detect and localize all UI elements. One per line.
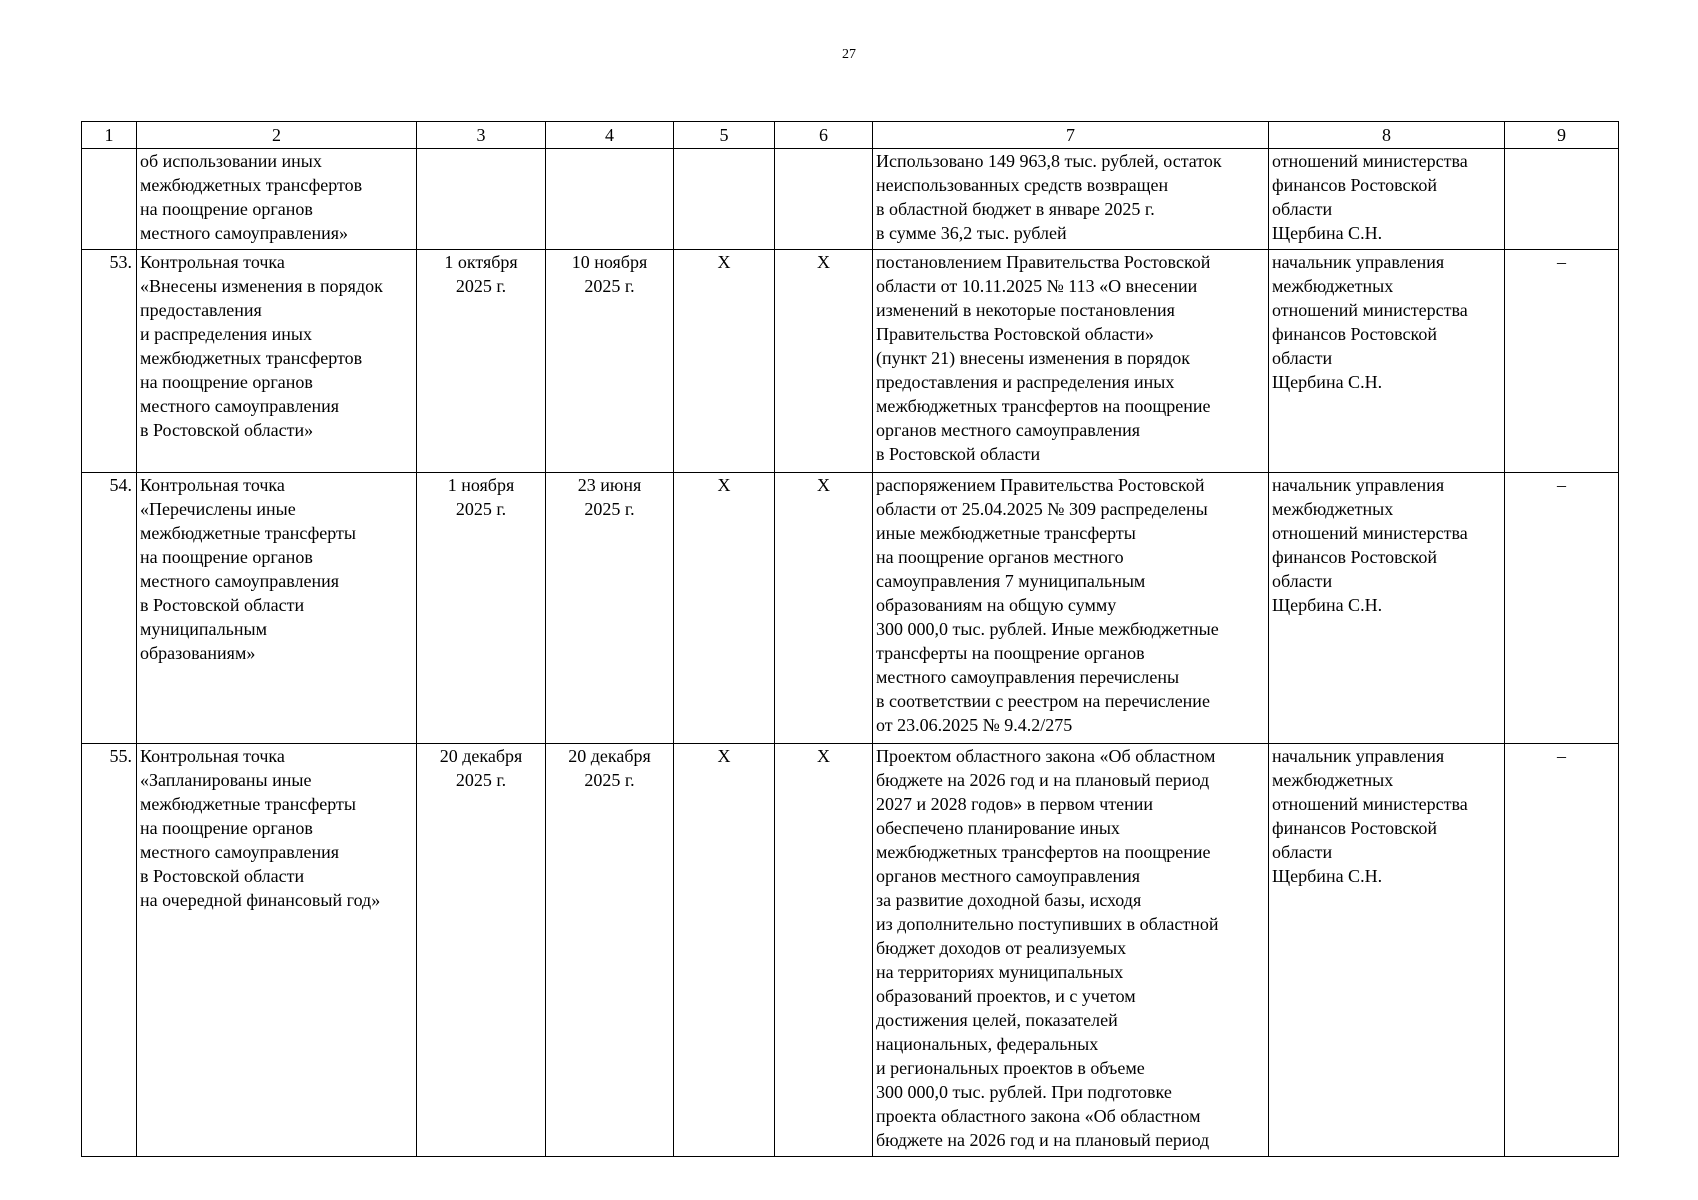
col6-cell: [775, 149, 873, 250]
text-line: «Внесены изменения в порядок: [140, 276, 383, 296]
responsible-cell: [1269, 250, 1505, 473]
text-line: 20 декабря: [439, 746, 523, 766]
text-line: межбюджетных трансфертов: [140, 175, 363, 195]
plan-date-cell: [417, 744, 546, 1157]
text-line: 1 ноября: [447, 475, 515, 495]
text-line: Правительства Ростовской области»: [876, 324, 1154, 344]
text-line: достижения целей, показателей: [876, 1010, 1118, 1030]
row-number-cell: 53.: [82, 250, 137, 473]
table-row: [82, 473, 1619, 744]
fact-date-cell: [546, 473, 674, 744]
text-line: национальных, федеральных: [876, 1034, 1099, 1054]
text-line: Щербина С.Н.: [1272, 372, 1383, 392]
text-line: в областной бюджет в январе 2025 г.: [876, 199, 1155, 219]
text-line: области: [1272, 199, 1333, 219]
text-line: в сумме 36,2 тыс. рублей: [876, 223, 1067, 243]
text-line: на территориях муниципальных: [876, 962, 1124, 982]
text-line: местного самоуправления перечислены: [876, 667, 1180, 687]
text-line: межбюджетные трансферты: [140, 523, 356, 543]
col6-cell: Х: [775, 473, 873, 744]
text-line: на очередной финансовый год»: [140, 890, 381, 910]
text-line: 1 октября: [444, 252, 518, 272]
text-line: изменений в некоторые постановления: [876, 300, 1175, 320]
text-line: межбюджетных: [1272, 276, 1394, 296]
text-line: межбюджетных трансфертов на поощрение: [876, 396, 1211, 416]
text-line: финансов Ростовской: [1272, 175, 1438, 195]
text-line: в Ростовской области: [140, 866, 305, 886]
note-cell: –: [1505, 473, 1619, 744]
text-line: области: [1272, 842, 1333, 862]
text-line: Щербина С.Н.: [1272, 595, 1383, 615]
text-line: межбюджетных трансфертов на поощрение: [876, 842, 1211, 862]
text-line: 2025 г.: [455, 276, 507, 296]
table-row: [82, 250, 1619, 473]
note-cell: –: [1505, 250, 1619, 473]
text-line: местного самоуправления: [140, 396, 340, 416]
col5-cell: [674, 149, 775, 250]
text-line: Щербина С.Н.: [1272, 223, 1383, 243]
text-line: из дополнительно поступивших в областной: [876, 914, 1219, 934]
text-line: бюджет доходов от реализуемых: [876, 938, 1127, 958]
text-line: распоряжением Правительства Ростовской: [876, 475, 1205, 495]
text-line: и региональных проектов в объеме: [876, 1058, 1145, 1078]
event-cell: [137, 744, 417, 1157]
col5-cell: Х: [674, 250, 775, 473]
table-row-continuation: [82, 149, 1619, 250]
fact-date-cell: [546, 250, 674, 473]
text-line: Щербина С.Н.: [1272, 866, 1383, 886]
text-line: на поощрение органов: [140, 199, 313, 219]
text-line: в Ростовской области: [876, 444, 1041, 464]
text-line: области от 10.11.2025 № 113 «О внесении: [876, 276, 1198, 296]
text-line: «Перечислены иные: [140, 499, 296, 519]
text-line: на поощрение органов: [140, 818, 313, 838]
text-line: и распределения иных: [140, 324, 313, 344]
text-line: органов местного самоуправления: [876, 866, 1141, 886]
text-line: (пункт 21) внесены изменения в порядок: [876, 348, 1190, 368]
text-line: межбюджетных: [1272, 770, 1394, 790]
text-line: неиспользованных средств возвращен: [876, 175, 1169, 195]
text-line: 20 декабря: [568, 746, 651, 766]
col6-cell: Х: [775, 744, 873, 1157]
plan-date-cell: [417, 473, 546, 744]
column-header: 7: [873, 122, 1269, 149]
event-cell: [137, 473, 417, 744]
responsible-cell: [1269, 473, 1505, 744]
text-line: бюджете на 2026 год и на плановый период: [876, 770, 1210, 790]
text-line: образований проектов, и с учетом: [876, 986, 1136, 1006]
text-line: области: [1272, 571, 1333, 591]
text-line: в соответствии с реестром на перечисление: [876, 691, 1210, 711]
text-line: местного самоуправления: [140, 842, 340, 862]
page-number: 27: [842, 47, 856, 62]
text-line: межбюджетных трансфертов: [140, 348, 363, 368]
text-line: 300 000,0 тыс. рублей. Иные межбюджетные: [876, 619, 1219, 639]
text-line: начальник управления: [1272, 475, 1445, 495]
text-line: начальник управления: [1272, 252, 1445, 272]
text-line: «Запланированы иные: [140, 770, 312, 790]
text-line: 23 июня: [577, 475, 642, 495]
column-header: 9: [1505, 122, 1619, 149]
column-header: 1: [82, 122, 137, 149]
column-header: 2: [137, 122, 417, 149]
text-line: Контрольная точка: [140, 746, 285, 766]
note-cell: –: [1505, 744, 1619, 1157]
event-cell: [137, 149, 417, 250]
text-line: в Ростовской области»: [140, 420, 314, 440]
col5-cell: Х: [674, 473, 775, 744]
plan-date-cell: [417, 250, 546, 473]
text-line: Контрольная точка: [140, 252, 285, 272]
text-line: за развитие доходной базы, исходя: [876, 890, 1142, 910]
text-line: на поощрение органов: [140, 547, 313, 567]
text-line: 2025 г.: [584, 770, 635, 790]
text-line: отношений министерства: [1272, 151, 1468, 171]
text-line: Проектом областного закона «Об областном: [876, 746, 1216, 766]
result-cell: [873, 744, 1269, 1157]
text-line: 300 000,0 тыс. рублей. При подготовке: [876, 1082, 1172, 1102]
text-line: области от 25.04.2025 № 309 распределены: [876, 499, 1208, 519]
text-line: в Ростовской области: [140, 595, 305, 615]
text-line: от 23.06.2025 № 9.4.2/275: [876, 715, 1073, 735]
text-line: муниципальным: [140, 619, 268, 639]
text-line: 2025 г.: [584, 499, 635, 519]
text-line: 2025 г.: [455, 770, 507, 790]
text-line: финансов Ростовской: [1272, 818, 1438, 838]
plan-date-cell: [417, 149, 546, 250]
column-header: 5: [674, 122, 775, 149]
table-row: [82, 744, 1619, 1157]
text-line: предоставления: [140, 300, 262, 320]
result-cell: [873, 149, 1269, 250]
text-line: постановлением Правительства Ростовской: [876, 252, 1211, 272]
fact-date-cell: [546, 744, 674, 1157]
text-line: проекта областного закона «Об областном: [876, 1106, 1201, 1126]
responsible-cell: [1269, 149, 1505, 250]
text-line: на поощрение органов местного: [876, 547, 1124, 567]
column-number-row: [82, 122, 1619, 149]
result-cell: [873, 250, 1269, 473]
text-line: области: [1272, 348, 1333, 368]
text-line: 2025 г.: [455, 499, 507, 519]
event-cell: [137, 250, 417, 473]
fact-date-cell: [546, 149, 674, 250]
text-line: финансов Ростовской: [1272, 547, 1438, 567]
text-line: 2027 и 2028 годов» в первом чтении: [876, 794, 1154, 814]
result-cell: [873, 473, 1269, 744]
control-points-table: [81, 121, 1619, 1157]
row-number-cell: 54.: [82, 473, 137, 744]
text-line: бюджете на 2026 год и на плановый период: [876, 1130, 1210, 1150]
column-header: 6: [775, 122, 873, 149]
text-line: отношений министерства: [1272, 300, 1468, 320]
text-line: предоставления и распределения иных: [876, 372, 1175, 392]
text-line: начальник управления: [1272, 746, 1445, 766]
col5-cell: Х: [674, 744, 775, 1157]
text-line: обеспечено планирование иных: [876, 818, 1120, 838]
text-line: 10 ноября: [571, 252, 648, 272]
note-cell: [1505, 149, 1619, 250]
text-line: образованиям»: [140, 643, 256, 663]
text-line: местного самоуправления: [140, 571, 340, 591]
text-line: Использовано 149 963,8 тыс. рублей, остаток: [876, 151, 1222, 171]
text-line: межбюджетных: [1272, 499, 1394, 519]
text-line: органов местного самоуправления: [876, 420, 1141, 440]
text-line: 2025 г.: [584, 276, 635, 296]
text-line: местного самоуправления»: [140, 223, 349, 243]
responsible-cell: [1269, 744, 1505, 1157]
text-line: отношений министерства: [1272, 794, 1468, 814]
text-line: Контрольная точка: [140, 475, 285, 495]
text-line: образованиям на общую сумму: [876, 595, 1117, 615]
column-header: 3: [417, 122, 546, 149]
text-line: финансов Ростовской: [1272, 324, 1438, 344]
text-line: на поощрение органов: [140, 372, 313, 392]
text-line: иные межбюджетные трансферты: [876, 523, 1136, 543]
column-header: 8: [1269, 122, 1505, 149]
row-number-cell: [82, 149, 137, 250]
text-line: межбюджетные трансферты: [140, 794, 356, 814]
col6-cell: Х: [775, 250, 873, 473]
text-line: отношений министерства: [1272, 523, 1468, 543]
text-line: самоуправления 7 муниципальным: [876, 571, 1146, 591]
column-header: 4: [546, 122, 674, 149]
row-number-cell: 55.: [82, 744, 137, 1157]
text-line: об использовании иных: [140, 151, 322, 171]
text-line: трансферты на поощрение органов: [876, 643, 1145, 663]
